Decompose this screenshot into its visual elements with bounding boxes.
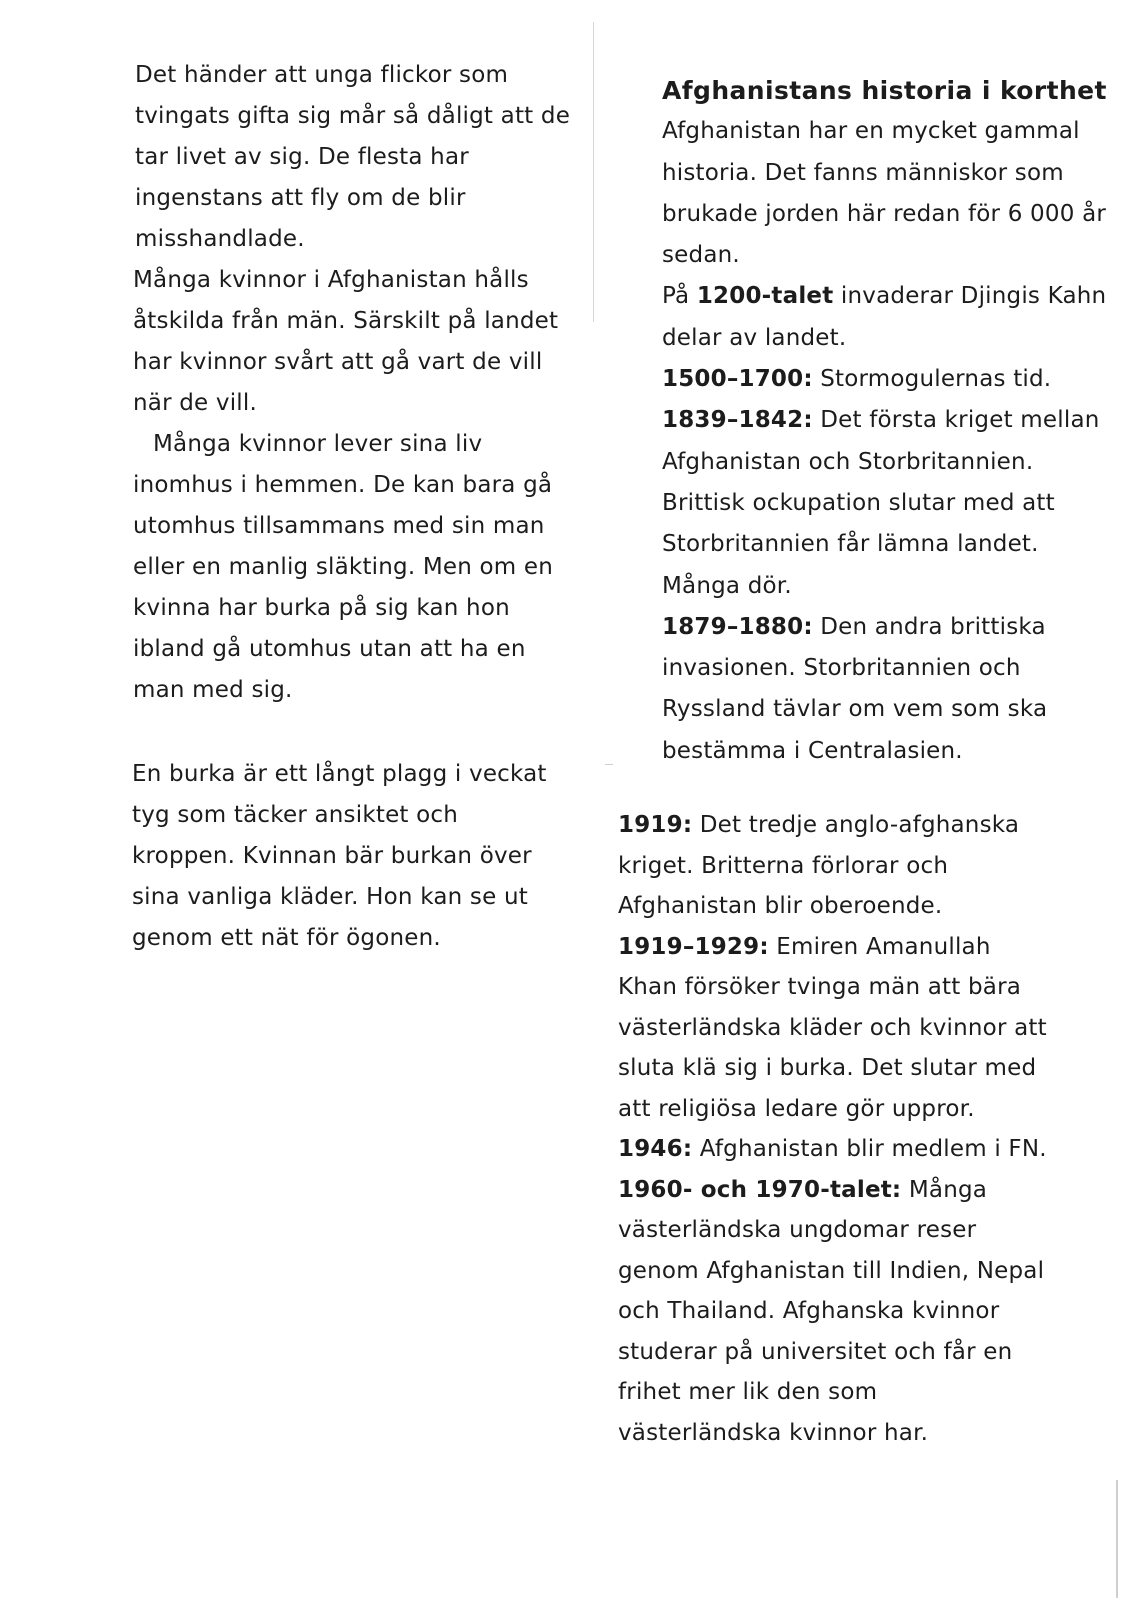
timeline-year: 1919–1929: xyxy=(618,933,769,960)
timeline-text: Det första kriget mellan Afghanistan och Storbritannien. Brittisk ockupation slutar med att Storbritannien får lämna landet. Många dör. xyxy=(662,407,1100,599)
page-edge-line xyxy=(1116,1480,1118,1598)
timeline-text: Stormogulernas tid. xyxy=(812,366,1052,393)
paragraph-indoors: Många kvinnor lever sina liv inomhus i hemmen. De kan bara gå utomhus tillsammans med sin man eller en manlig släkting. Men om en kvinna har burka på sig kan hon ibland gå utomhus utan att ha en man med sig. xyxy=(133,431,554,703)
timeline-entry xyxy=(618,1129,1048,1170)
paragraph-forced-marriage: Det händer att unga flickor som tvingats gifta sig mår så dåligt att de tar livet av sig. De flesta har ingenstans att fly om de blir misshandlade. xyxy=(135,62,571,252)
history-section-bottom xyxy=(618,805,1048,1453)
paragraph-burka: En burka är ett långt plagg i veckat tyg som täcker ansiktet och kroppen. Kvinnan bär burkan över sina vanliga kläder. Hon kan se ut genom ett nät för ögonen. xyxy=(132,761,547,951)
timeline-year: 1200-talet xyxy=(696,283,834,310)
timeline-year: 1839–1842: xyxy=(662,407,813,434)
timeline-text: Många västerländska ungdomar reser genom Afghanistan till Indien, Nepal och Thailand. Afghanska kvinnor studerar på universitet och får en frihet mer lik den som västerländska kvinnor har. xyxy=(618,1176,1045,1446)
timeline-text: Afghanistan blir medlem i FN. xyxy=(692,1136,1047,1162)
timeline-entry xyxy=(662,359,1117,400)
timeline-entry xyxy=(618,805,1048,927)
section-tick xyxy=(605,764,613,765)
history-heading: Afghanistans historia i korthet xyxy=(662,76,1107,105)
timeline-text: invaderar Djingis Kahn delar av landet. xyxy=(662,283,1107,351)
timeline-text: Den andra brittiska invasionen. Storbritannien och Ryssland tävlar om vem som ska bestämma i Centralasien. xyxy=(662,613,1048,764)
timeline-prefix: På xyxy=(662,283,697,310)
timeline-year: 1500–1700: xyxy=(662,366,813,393)
timeline-text: Det tredje anglo-afghanska kriget. Britterna förlorar och Afghanistan blir oberoende. xyxy=(618,812,1020,919)
timeline-entry xyxy=(618,927,1048,1130)
timeline-entry xyxy=(662,607,1117,772)
timeline-entry xyxy=(662,400,1117,606)
paragraph-separation: Många kvinnor i Afghanistan hålls åtskilda från män. Särskilt på landet har kvinnor svårt att gå vart de vill när de vill. xyxy=(133,267,559,416)
left-column-block-3 xyxy=(132,754,552,959)
timeline-year: 1879–1880: xyxy=(662,613,813,640)
timeline-year: 1919: xyxy=(618,812,693,838)
column-divider xyxy=(593,22,594,322)
left-column-block-1 xyxy=(135,55,580,260)
timeline-entry xyxy=(662,276,1117,359)
timeline-entry xyxy=(618,1170,1048,1454)
timeline-year: 1946: xyxy=(618,1136,693,1162)
history-section-top xyxy=(662,70,1117,772)
timeline-top-list xyxy=(662,276,1117,772)
timeline-year: 1960- och 1970-talet: xyxy=(618,1176,902,1203)
left-column-block-2 xyxy=(133,260,578,711)
timeline-text: Emiren Amanullah Khan försöker tvinga män att bära västerländska kläder och kvinnor att sluta klä sig i burka. Det slutar med att religiösa ledare gör uppror. xyxy=(618,933,1047,1122)
history-intro: Afghanistan har en mycket gammal historia. Det fanns människor som brukade jorden här redan för 6 000 år sedan. xyxy=(662,118,1107,269)
